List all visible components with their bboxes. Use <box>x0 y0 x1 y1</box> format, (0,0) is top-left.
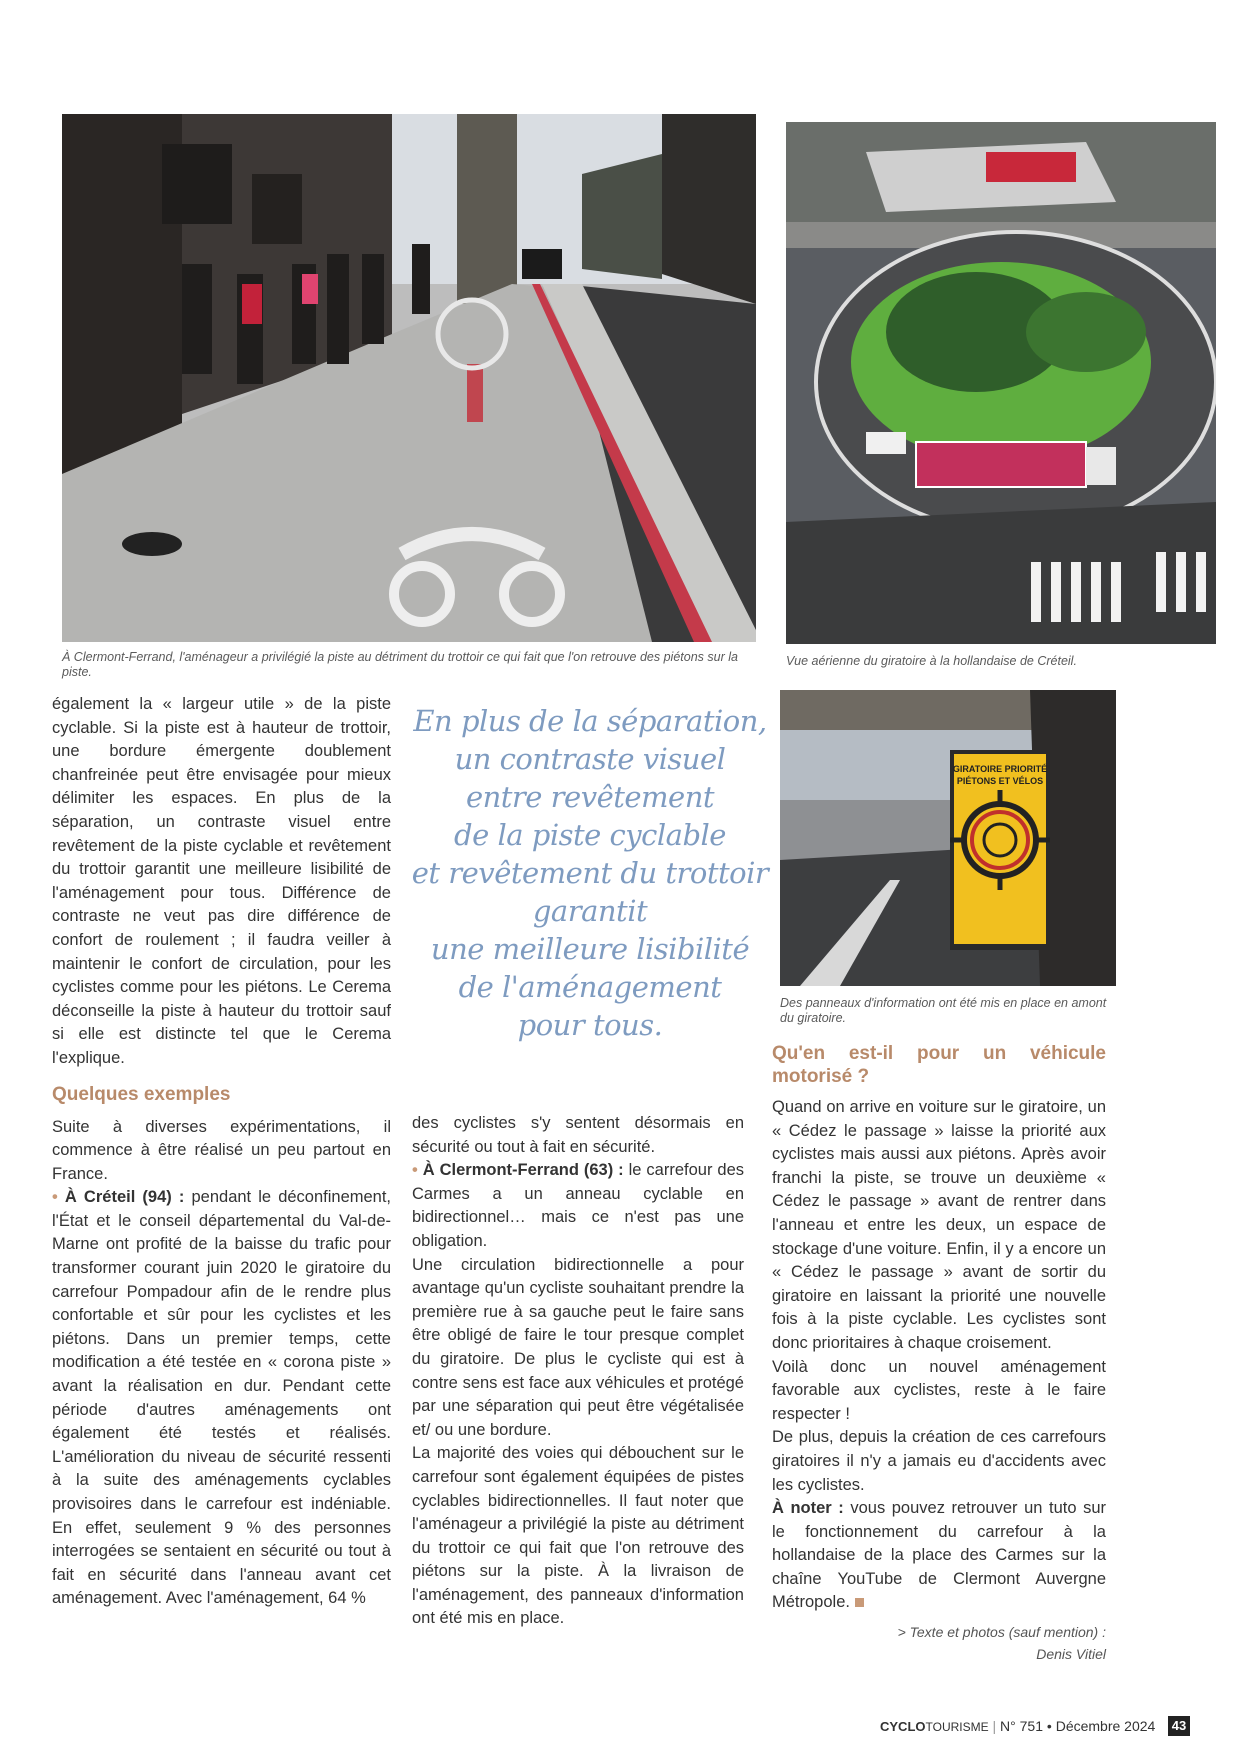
col3-note <box>772 1497 1106 1615</box>
col3-para1: Quand on arrive en voiture sur le giratoire, un « Cédez le passage » laisse la priorité aux cyclistes mais aussi aux piétons. Après avoir franchi la piste, se trouve un deuxième « Cédez le passage » avant de rentrer dans l'anneau et entre les deux, un espace de stockage d'une voiture. Enfin, il y a encore un « Cédez le passage » avant de sortir du giratoire en laissant la priorité une nouvelle fois à la piste cyclable. Les cyclistes sont donc prioritaires à chaque croisement. <box>772 1098 1106 1352</box>
sign-title-line2: PIÉTONS ET VÉLOS <box>956 776 1044 786</box>
pull-quote-line: entre revêtement <box>465 780 715 814</box>
credit-label: > Texte et photos (sauf mention) : <box>897 1624 1106 1641</box>
photo-info-sign <box>780 690 1116 986</box>
pull-quote <box>410 702 770 1044</box>
photo-clermont-street <box>62 114 756 642</box>
column-3 <box>772 1042 1106 1665</box>
col2-para4: La majorité des voies qui débouchent sur le carrefour sont également équipées de pistes cyclables bidirectionnelles. Il faut noter que l'aménageur a privilégié la piste au détriment du trottoir ce qui fait que l'on retrouve des piétons sur la piste. À la livraison de l'aménagement, des panneaux d'information ont été mis en place. <box>412 1444 744 1628</box>
photo-creteil-aerial <box>786 122 1216 644</box>
column-1 <box>52 693 391 1611</box>
pull-quote-line: une meilleure lisibilité <box>430 932 750 966</box>
footer-dot: • <box>1046 1718 1056 1734</box>
col2-clermont-paragraph <box>412 1159 744 1253</box>
photo-sign-caption: Des panneaux d'information ont été mis en place en amont du giratoire. <box>780 996 1107 1025</box>
col1-creteil-paragraph <box>52 1186 391 1611</box>
end-mark-icon <box>855 1598 864 1607</box>
pull-quote-line: un contraste visuel <box>454 742 726 776</box>
col2-para1: des cyclistes s'y sentent désormais en sécurité ou tout à fait en sécurité. <box>412 1114 744 1156</box>
pull-quote-line: de la piste cyclable <box>454 818 726 852</box>
credit <box>772 1621 1106 1665</box>
photo-creteil-caption: Vue aérienne du giratoire à la hollandaise de Créteil. <box>786 654 1077 668</box>
sign-title-line1: GIRATOIRE PRIORITÉ <box>952 764 1048 774</box>
section-heading-examples: Quelques exemples <box>52 1083 231 1105</box>
col3-para3: De plus, depuis la création de ces carrefours giratoires il n'y a jamais eu d'accidents avec les cyclistes. <box>772 1428 1106 1494</box>
pull-quote-line: garantit <box>532 894 648 928</box>
pull-quote-line: et revêtement du trottoir <box>411 856 769 890</box>
note-label: À noter : <box>772 1499 844 1518</box>
col2-para3: Une circulation bidirectionnelle a pour avantage qu'un cycliste souhaitant prendre la première rue à sa gauche peut le faire sans être obligé de faire le tour presque complet du giratoire. De plus le cycliste qui est à contre sens est face aux véhicules et protégé par une séparation qui peut être végétalisée et/ ou une bordure. <box>412 1255 744 1439</box>
magazine-name-b: TOURISME <box>925 1720 989 1734</box>
col1-para2: Suite à diverses expérimentations, il commence à être réalisé un peu partout en France. <box>52 1117 391 1183</box>
creteil-label: À Créteil (94) : <box>64 1188 185 1207</box>
pull-quote-line: de l'aménagement <box>458 970 722 1004</box>
section-heading-vehicle: Qu'en est-il pour un véhicule motorisé ? <box>772 1043 1106 1087</box>
col3-para2: Voilà donc un nouvel aménagement favorable aux cyclistes, reste à le faire respecter ! <box>772 1357 1106 1423</box>
clermont-label: À Clermont-Ferrand (63) : <box>422 1161 624 1180</box>
clermont-text: le carrefour des Carmes a un anneau cyclable en bidirectionnel… mais ce n'est pas une obligation. <box>412 1161 745 1250</box>
column-2 <box>412 1112 744 1631</box>
note-text: vous pouvez retrouver un tuto sur le fonctionnement du carrefour à la hollandaise de la place des Carmes sur la chaîne YouTube de Clermont Auvergne Métropole. <box>772 1499 1106 1612</box>
footer <box>880 1718 1180 1734</box>
magazine-name-a: CYCLO <box>880 1719 926 1734</box>
photo-clermont-caption: À Clermont-Ferrand, l'aménageur a privilégié la piste au détriment du trottoir ce qui fait que l'on retrouve des piétons sur la piste. <box>62 650 738 679</box>
bullet-icon: • <box>52 1188 58 1207</box>
credit-author: Denis Vitiel <box>1036 1646 1106 1663</box>
page-number: 43 <box>1168 1716 1190 1736</box>
pull-quote-line: En plus de la séparation, <box>413 704 767 738</box>
issue-number: N° 751 <box>1000 1718 1044 1734</box>
pull-quote-line: pour tous. <box>517 1008 663 1042</box>
creteil-text: pendant le déconfinement, l'État et le conseil départemental du Val-de-Marne ont profité de la baisse du trafic pour transformer courant juin 2020 le giratoire du carrefour Pompadour afin de le rendre plus confortable et sûr pour les cyclistes et les piétons. Dans un premier temps, cette modification a été testée en « corona piste » avant la réalisation en dur. Pendant cette période d'autres aménagements ont également été testés et réalisés. L'amélioration du niveau de sécurité ressenti à la suite des aménagements cyclables provisoires dans le carrefour est indéniable. En effet, seulement 9 % des personnes interrogées se sentaient en sécurité ou tout à fait en sécurité dans l'anneau avant cet aménagement. Avec l'aménagement, 64 % <box>52 1188 392 1608</box>
issue-date: Décembre 2024 <box>1055 1718 1156 1734</box>
bullet-icon: • <box>412 1161 418 1180</box>
col1-intro: également la « largeur utile » de la piste cyclable. Si la piste est à hauteur de trottoir, une bordure émergente doublement chanfreinée peut être envisagée pour mieux délimiter les espaces. En plus de la séparation, un contraste visuel entre revêtement de la piste cyclable et revêtement du trottoir garantit une meilleure lisibilité de l'aménagement pour tous. Différence de contraste ne veut pas dire différence de confort de roulement ; il faudra veiller à maintenir le confort de circulation, pour les cyclistes comme pour les piétons. Le Cerema déconseille la piste à hauteur du trottoir sauf si elle est distincte tel que le Cerema l'explique. <box>52 695 391 1067</box>
footer-divider: | <box>992 1718 1001 1734</box>
